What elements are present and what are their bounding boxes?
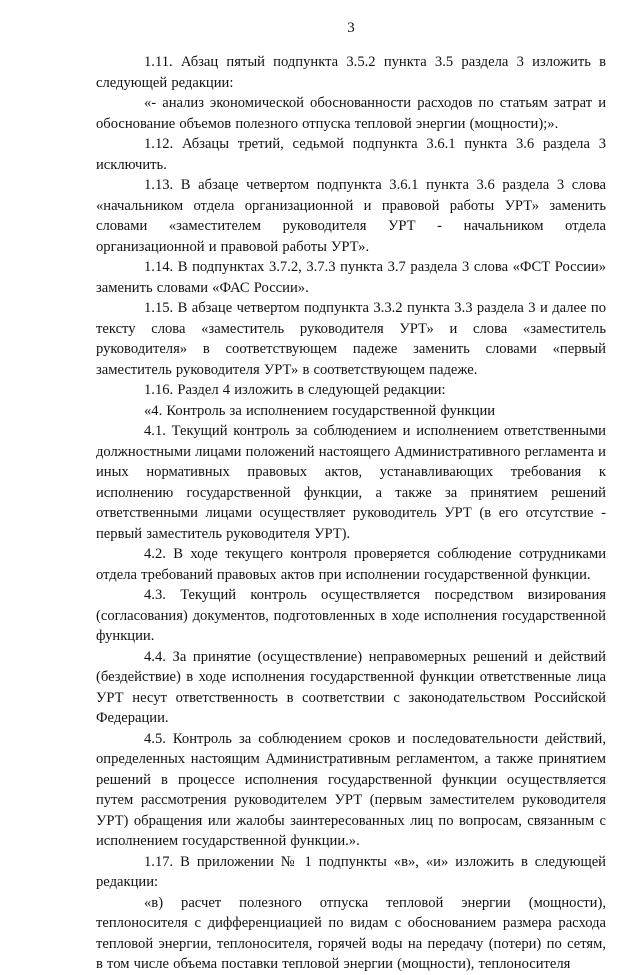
paragraph-1-11: 1.11. Абзац пятый подпункта 3.5.2 пункта 3.5 раздела 3 изложить в следующей редакции: [96, 54, 606, 91]
paragraph-1-15: 1.15. В абзаце четвертом подпункта 3.3.2 пункта 3.3 раздела 3 и далее по тексту слова «заместитель руководителя УРТ» и слова «заместитель руководителя» в соответствующем падеже заменить словами «первый заместитель руководителя УРТ» в соответствующем падеже. [96, 300, 606, 378]
paragraph-quote-v: «в) расчет полезного отпуска тепловой энергии (мощности), теплоносителя с дифференциацией по видам с обоснованием размера расхода тепловой энергии, теплоносителя, горячей воды на передачу (потери) по сетям, в том числе объема поставки тепловой энергии (мощности), теплоносителя [96, 894, 606, 972]
paragraph-4-4: 4.4. За принятие (осуществление) неправомерных решений и действий (бездействие) в ходе исполнения государственной функции ответственные лица УРТ несут ответственность в соответствии с законодательством Российской Федерации. [96, 648, 606, 726]
paragraph-4-5: 4.5. Контроль за соблюдением сроков и последовательности действий, определенных настоящим Административным регламентом, а также принятием решений в процессе исполнения государственной функции осуществляется путем рассмотрения руководителем УРТ (первым заместителем руководителя УРТ) обращения или жалобы заинтересованных лиц по вопросам, связанным с исполнением государственной функции.». [96, 730, 606, 849]
paragraph-4-3: 4.3. Текущий контроль осуществляется посредством визирования (согласования) документов, подготовленных в ходе исполнения государственной функции. [96, 587, 606, 644]
paragraph-1-14: 1.14. В подпунктах 3.7.2, 3.7.3 пункта 3.7 раздела 3 слова «ФСТ России» заменить словами «ФАС России». [96, 259, 606, 296]
paragraph-quote-analysis: «- анализ экономической обоснованности расходов по статьям затрат и обоснование объемов полезного отпуска тепловой энергии (мощности);». [96, 95, 606, 132]
page-number: 3 [347, 20, 355, 36]
paragraph-1-13: 1.13. В абзаце четвертом подпункта 3.6.1 пункта 3.6 раздела 3 слова «начальником отдела организационной и правовой работы УРТ» заменить словами «заместителем руководителя УРТ - начальником отдела организационной и правовой работы УРТ». [96, 177, 606, 255]
paragraph-4-1: 4.1. Текущий контроль за соблюдением и исполнением ответственными должностными лицами положений настоящего Административного регламента и иных нормативных правовых актов, устанавливающих требования к исполнению государственной функции, а также за принятием решений ответственными лицами осуществляет руководитель УРТ (в его отсутствие - первый заместитель руководителя УРТ). [96, 423, 606, 542]
section-4-heading: «4. Контроль за исполнением государственной функции [144, 402, 496, 419]
document-body [96, 52, 606, 975]
paragraph-4-2: 4.2. В ходе текущего контроля проверяется соблюдение сотрудниками отдела требований правовых актов при исполнении государственной функции. [96, 546, 606, 583]
paragraph-1-17: 1.17. В приложении № 1 подпункты «в», «и» изложить в следующей редакции: [96, 853, 606, 890]
paragraph-1-12: 1.12. Абзацы третий, седьмой подпункта 3.6.1 пункта 3.6 раздела 3 исключить. [96, 136, 606, 173]
paragraph-1-16: 1.16. Раздел 4 изложить в следующей редакции: [144, 382, 446, 398]
